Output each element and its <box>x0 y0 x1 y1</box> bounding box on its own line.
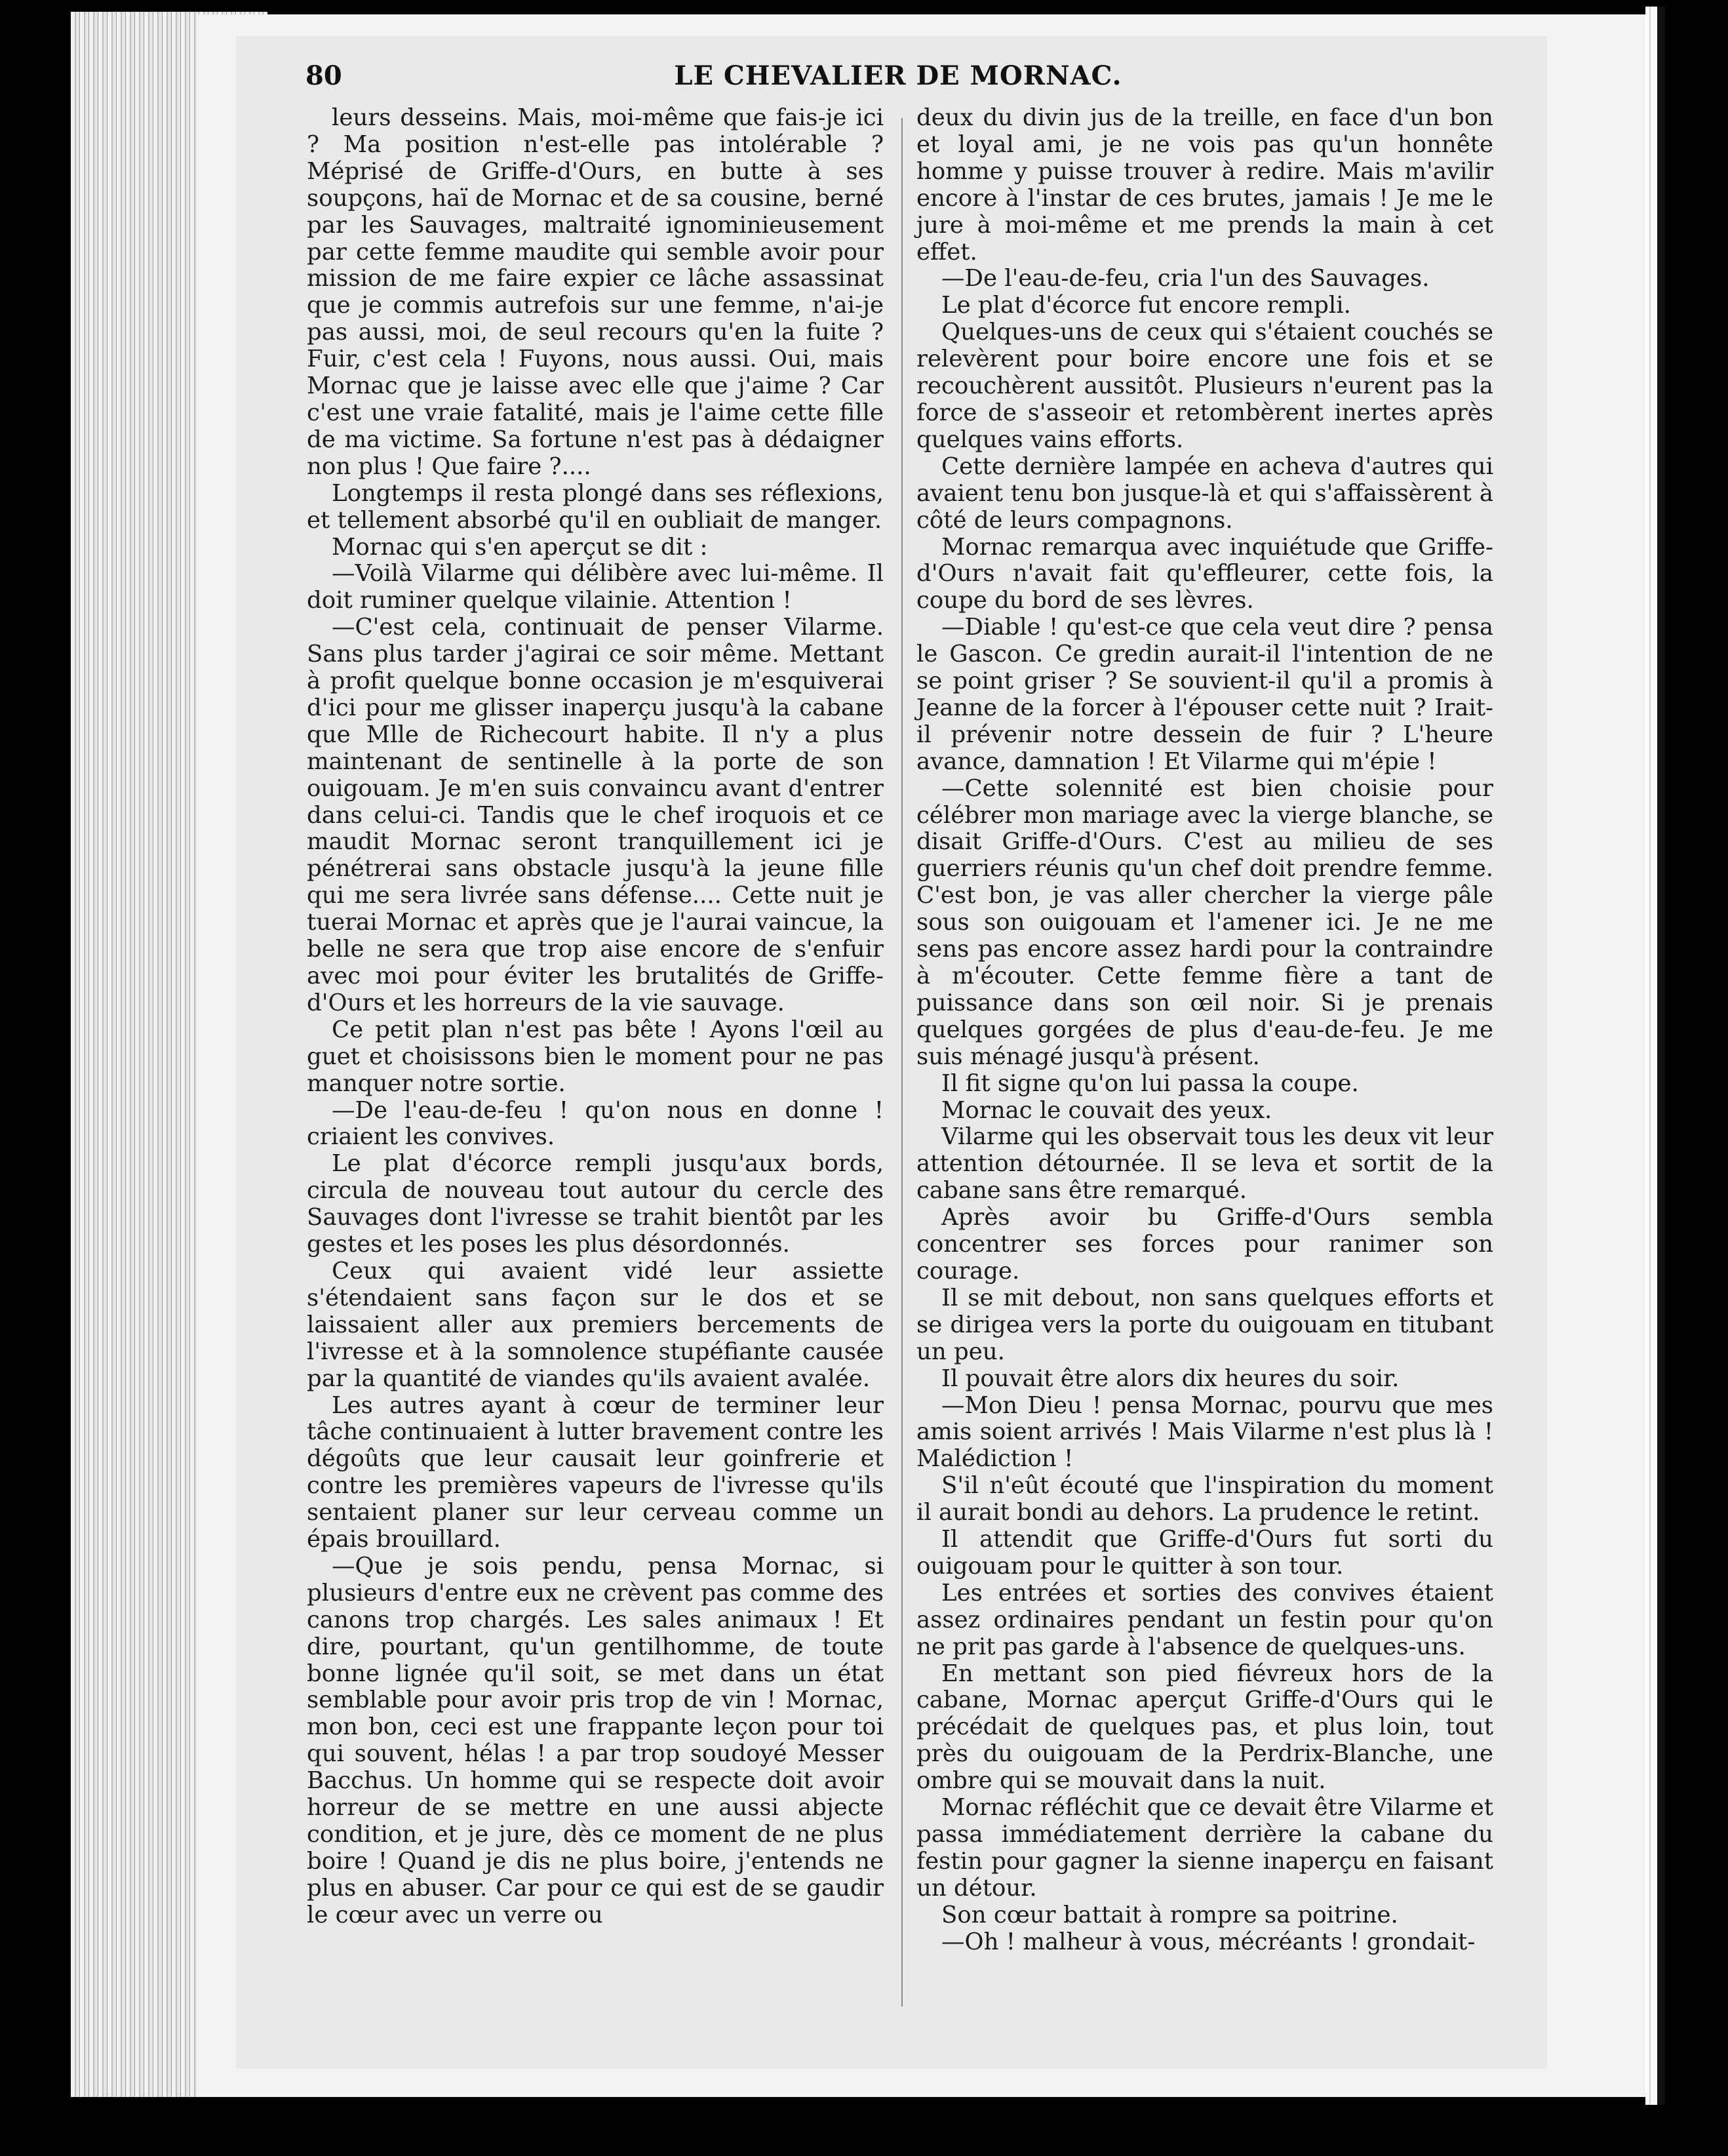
column-rule <box>901 118 903 2006</box>
paragraph: Cette dernière lampée en acheva d'autres qui avaient tenu bon jusque-là et qui s'affaissèrent à côté de leurs compagnons. <box>916 452 1493 534</box>
paragraph: Quelques-uns de ceux qui s'étaient couchés se relevèrent pour boire encore une fois et se recouchèrent aussitôt. Plusieurs n'eurent pas la force de s'asseoir et retombèrent inertes après quelques vains efforts. <box>916 319 1493 453</box>
paragraph: Mornac le couvait des yeux. <box>941 1096 1272 1124</box>
paragraph: Mornac remarqua avec inquiétude que Griffe-d'Ours n'avait fait qu'effleurer, cette fois, la coupe du bord de ses lèvres. <box>916 533 1493 614</box>
paragraph: Il attendit que Griffe-d'Ours fut sorti du ouigouam pour le quitter à son tour. <box>916 1526 1493 1580</box>
paragraph: Le plat d'écorce rempli jusqu'aux bords, circula de nouveau tout autour du cercle des Sauvages dont l'ivresse se trahit bientôt par les gestes et les poses les plus désordonnés. <box>307 1150 884 1258</box>
page-number: 80 <box>305 60 342 91</box>
paragraph: —Que je sois pendu, pensa Mornac, si plusieurs d'entre eux ne crèvent pas comme des canons trop chargés. Les sales animaux ! Et dire, pourtant, qu'un gentilhomme, de toute bonne lignée qu'il soit, se met dans un état semblable pour avoir pris trop de vin ! Mornac, mon bon, ceci est une frappante leçon pour toi qui souvent, hélas ! a par trop soudoyé Messer Bacchus. Un homme qui se respecte doit avoir horreur de se mettre en une aussi abjecte condition, et je jure, dès ce moment de ne plus boire ! Quand je dis ne plus boire, j'entends ne plus en abuser. Car pour ce qui est de se gaudir le cœur avec un verre ou <box>307 1552 884 1928</box>
paragraph: —De l'eau-de-feu, cria l'un des Sauvages. <box>941 265 1430 292</box>
paragraph: Mornac réfléchit que ce devait être Vilarme et passa immédiatement derrière la cabane du festin pour gagner la sienne inaperçu en faisant un détour. <box>916 1794 1493 1902</box>
paragraph: Il se mit debout, non sans quelques efforts et se dirigea vers la porte du ouigouam en titubant un peu. <box>916 1284 1493 1365</box>
paragraph: —C'est cela, continuait de penser Vilarme. Sans plus tarder j'agirai ce soir même. Mettant à profit quelque bonne occasion je m'esquiverai d'ici pour me glisser inaperçu jusqu'à la cabane que Mlle de Richecourt habite. Il n'y a plus maintenant de sentinelle à la porte de son ouigouam. Je m'en suis convaincu avant d'entrer dans celui-ci. Tandis que le chef iroquois et ce maudit Mornac seront tranquillement ici je pénétrerai sans obstacle jusqu'à la jeune fille qui me sera livrée sans défense.... Cette nuit je tuerai Mornac et après que je l'aurai vaincue, la belle ne sera que trop aise encore de s'enfuir avec moi pour éviter les brutalités de Griffe-d'Ours et les horreurs de la vie sauvage. <box>307 614 884 1016</box>
paragraph: Les autres ayant à cœur de terminer leur tâche continuaient à lutter bravement contre les dégoûts que leur causait leur goinfrerie et contre les premières vapeurs de l'ivresse qu'ils sentaient planer sur leur cerveau comme un épais brouillard. <box>307 1391 884 1553</box>
paragraph: —Cette solennité est bien choisie pour célébrer mon mariage avec la vierge blanche, se disait Griffe-d'Ours. C'est au milieu de ses guerriers réunis qu'un chef doit prendre femme. C'est bon, je vas aller chercher la vierge pâle sous son ouigouam et l'amener ici. Je ne me sens pas encore assez hardi pour la contraindre à m'écouter. Cette femme fière a tant de puissance dans son œil noir. Si je prenais quelques gorgées de plus d'eau-de-feu. Je me suis ménagé jusqu'à présent. <box>916 774 1493 1070</box>
paragraph: Il fit signe qu'on lui passa la coupe. <box>941 1069 1359 1097</box>
book-spine <box>1645 7 1665 2105</box>
paragraph: S'il n'eût écouté que l'inspiration du moment il aurait bondi au dehors. La prudence le retint. <box>916 1472 1493 1527</box>
paragraph: Longtemps il resta plongé dans ses réflexions, et tellement absorbé qu'il en oubliait de manger. <box>307 479 884 534</box>
paragraph: leurs desseins. Mais, moi-même que fais-je ici ? Ma position n'est-elle pas intolérable ? Méprisé de Griffe-d'Ours, en butte à ses soupçons, haï de Mornac et de sa cousine, berné par les Sauvages, maltraité ignominieusement par cette femme maudite qui semble avoir pour mission de me faire expier ce lâche assassinat que je commis autrefois sur une femme, n'ai-je pas aussi, moi, de seul recours qu'en la fuite ? Fuir, c'est cela ! Fuyons, nous aussi. Oui, mais Mornac que je laisse avec elle que j'aime ? Car c'est une vraie fatalité, mais je l'aime cette fille de ma victime. Sa fortune n'est pas à dédaigner non plus ! Que faire ?.... <box>307 104 884 480</box>
running-title: LE CHEVALIER DE MORNAC. <box>674 60 1122 91</box>
left-column <box>307 105 884 1929</box>
paragraph: —Oh ! malheur à vous, mécréants ! grondait- <box>941 1928 1476 1955</box>
paragraph: Ce petit plan n'est pas bête ! Ayons l'œil au guet et choisissons bien le moment pour ne pas manquer notre sortie. <box>307 1016 884 1097</box>
paragraph: Après avoir bu Griffe-d'Ours sembla concentrer ses forces pour ranimer son courage. <box>916 1204 1493 1285</box>
paragraph: —Mon Dieu ! pensa Mornac, pourvu que mes amis soient arrivés ! Mais Vilarme n'est plus là ! Malédiction ! <box>916 1391 1493 1473</box>
paragraph: —Voilà Vilarme qui délibère avec lui-même. Il doit ruminer quelque vilainie. Attention ! <box>307 560 884 614</box>
paragraph: Vilarme qui les observait tous les deux vit leur attention détournée. Il se leva et sortit de la cabane sans être remarqué. <box>916 1123 1493 1205</box>
paragraph: deux du divin jus de la treille, en face d'un bon et loyal ami, je ne vois pas qu'un honnête homme y puisse trouver à redire. Mais m'avilir encore à l'instar de ces brutes, jamais ! Je me le jure à moi-même et me prends la main à cet effet. <box>916 104 1493 266</box>
paragraph: —Diable ! qu'est-ce que cela veut dire ? pensa le Gascon. Ce gredin aurait-il l'intention de ne se point griser ? Se souvient-il qu'il a promis à Jeanne de la forcer à l'épouser cette nuit ? Irait-il prévenir notre dessein de fuir ? L'heure avance, damnation ! Et Vilarme qui m'épie ! <box>916 614 1493 775</box>
paragraph: Le plat d'écorce fut encore rempli. <box>941 292 1351 319</box>
paragraph: Mornac qui s'en aperçut se dit : <box>332 533 708 561</box>
paragraph: —De l'eau-de-feu ! qu'on nous en donne ! criaient les convives. <box>307 1096 884 1151</box>
paragraph: En mettant son pied fiévreux hors de la cabane, Mornac aperçut Griffe-d'Ours qui le précédait de quelques pas, et plus loin, tout près du ouigouam de la Perdrix-Blanche, une ombre qui se mouvait dans la nuit. <box>916 1660 1493 1795</box>
paragraph: Son cœur battait à rompre sa poitrine. <box>941 1901 1398 1928</box>
paragraph: Ceux qui avaient vidé leur assiette s'étendaient sans façon sur le dos et se laissaient aller aux premiers bercements de l'ivresse et à la somnolence stupéfiante causée par la quantité de viandes qu'ils avaient avalée. <box>307 1257 884 1392</box>
right-column <box>916 105 1493 1956</box>
paragraph: Les entrées et sorties des convives étaient assez ordinaires pendant un festin pour qu'on ne prit pas garde à l'absence de quelques-uns. <box>916 1579 1493 1660</box>
paragraph: Il pouvait être alors dix heures du soir. <box>941 1365 1400 1392</box>
